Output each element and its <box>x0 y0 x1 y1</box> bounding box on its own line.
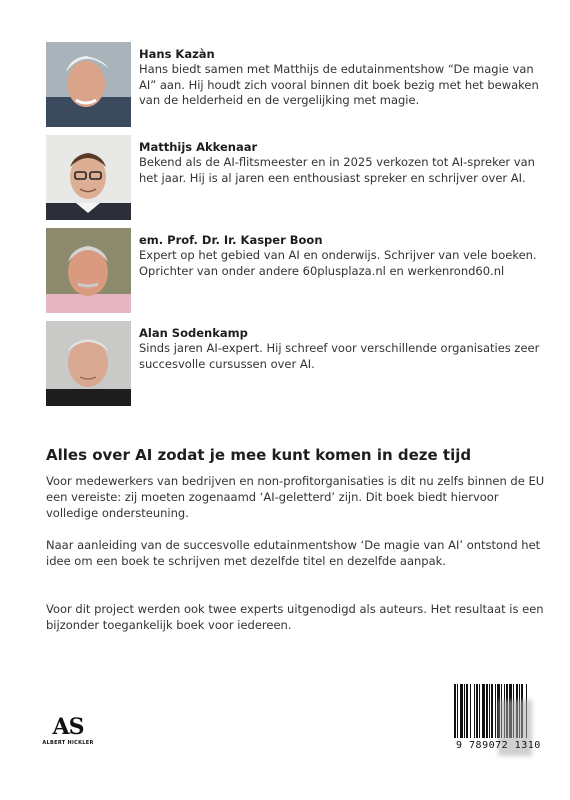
barcode-bar <box>486 684 488 738</box>
barcode-bar <box>454 684 456 738</box>
isbn-number: 9 789072 1310 <box>456 740 541 751</box>
author-photo <box>46 321 131 406</box>
barcode-bar <box>482 684 485 738</box>
portrait-image <box>46 228 131 313</box>
portrait-image <box>46 135 131 220</box>
author-name: Alan Sodenkamp <box>139 326 248 340</box>
author-name: em. Prof. Dr. Ir. Kasper Boon <box>139 233 323 247</box>
portrait-image <box>46 42 131 127</box>
blurb-headline: Alles over AI zodat je mee kunt komen in deze tijd <box>46 446 472 464</box>
author-photo <box>46 42 131 127</box>
barcode-bar <box>457 684 458 738</box>
portrait-image <box>46 321 131 406</box>
author-name: Matthijs Akkenaar <box>139 140 258 154</box>
barcode-bar <box>470 684 471 738</box>
barcode-bar <box>489 684 490 738</box>
barcode-bar <box>460 684 463 738</box>
author-entry <box>46 228 546 321</box>
author-bio: Expert op het gebied van AI en onderwijs. Schrijver van vele boeken. Oprichter van onder andere 60plusplaza.nl en werkenrond60.nl <box>139 248 537 278</box>
publisher-name: ALBERT HICKLER <box>42 740 94 746</box>
author-photo <box>46 135 131 220</box>
author-entry <box>46 321 546 414</box>
publisher-mark: AS <box>52 714 84 740</box>
barcode-bar <box>495 684 496 738</box>
author-bio: Bekend als de AI-flitsmeester en in 2025 verkozen tot AI-spreker van het jaar. Hij is al jaren een enthousiast spreker en schrijver over AI. <box>139 155 535 185</box>
barcode-bar <box>476 684 478 738</box>
barcode-bar <box>474 684 475 738</box>
author-list <box>46 42 546 414</box>
blurb-paragraph: Naar aanleiding van de succesvolle edutainmentshow ‘De magie van AI’ ontstond het idee om een boek te schrijven met dezelfde titel en dezelfde aanpak. <box>46 538 541 568</box>
publisher-logo <box>40 716 96 746</box>
barcode-bar <box>464 684 465 738</box>
author-bio: Hans biedt samen met Matthijs de edutainmentshow “De magie van AI” aan. Hij houdt zich vooral binnen dit boek bezig met het bewaken van de helderheid en de vergelijking met magie. <box>139 62 539 107</box>
author-entry <box>46 135 546 228</box>
author-bio: Sinds jaren AI-expert. Hij schreef voor verschillende organisaties zeer succesvolle cursussen over AI. <box>139 341 540 371</box>
author-name: Hans Kazàn <box>139 47 215 61</box>
blurb-paragraph: Voor dit project werden ook twee experts uitgenodigd als auteurs. Het resultaat is een bijzonder toegankelijk boek voor iedereen. <box>46 602 544 632</box>
barcode-bar <box>479 684 480 738</box>
barcode-bar <box>466 684 468 738</box>
barcode-bar <box>491 684 493 738</box>
author-photo <box>46 228 131 313</box>
blurb-paragraph: Voor medewerkers van bedrijven en non-profitorganisaties is dit nu zelfs binnen de EU een vereiste: zij moeten zogenaamd ‘AI-geletterd’ zijn. Dit boek biedt hiervoor volledige ondersteuning. <box>46 474 545 520</box>
author-entry <box>46 42 546 135</box>
